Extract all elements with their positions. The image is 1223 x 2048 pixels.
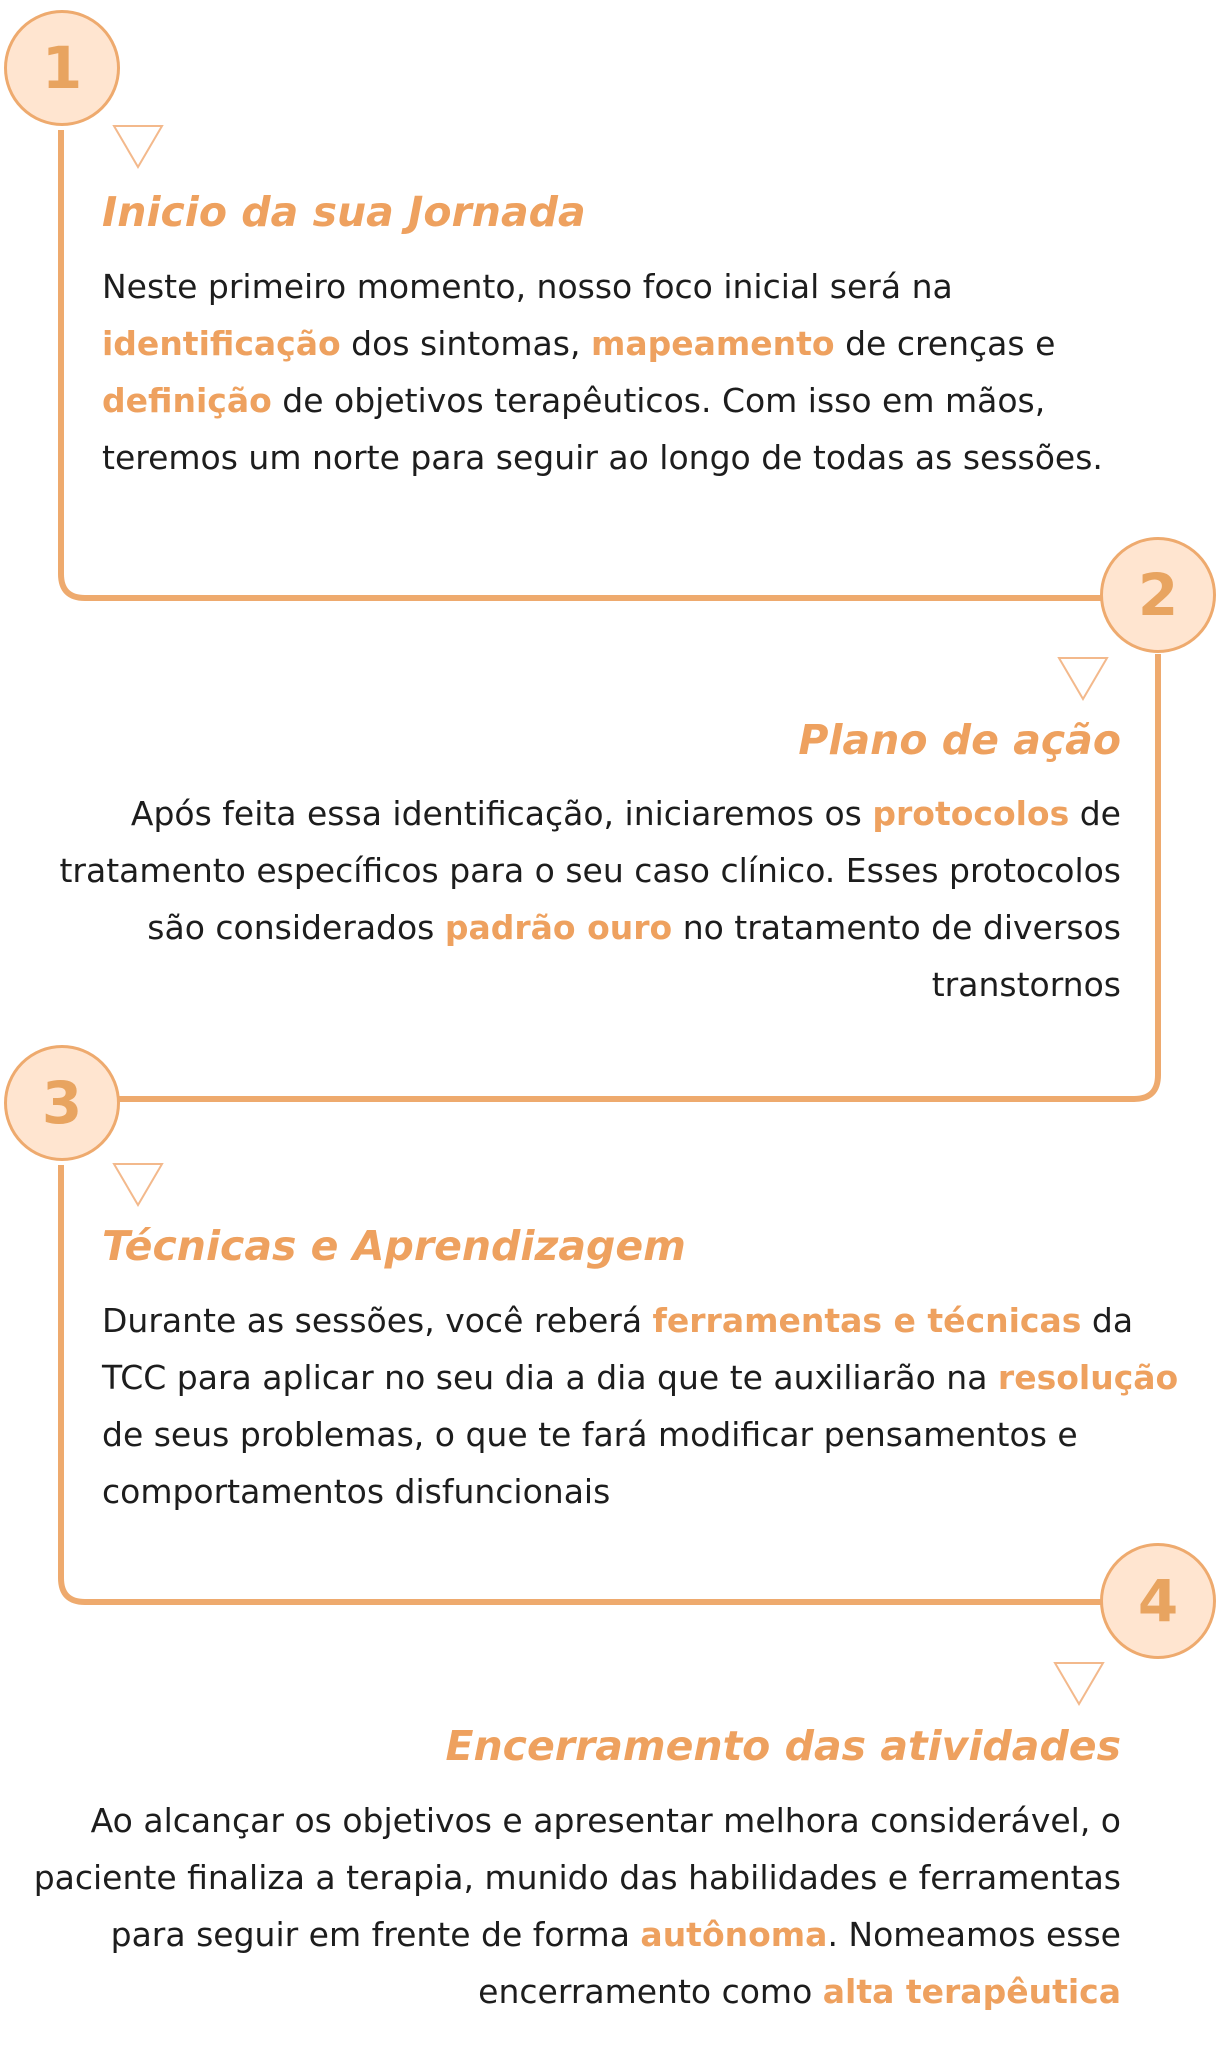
triangle-marker-icon [114, 1164, 162, 1205]
body-text-segment: de seus problemas, o que te fará modificar pensamentos e comportamentos disfuncionais [102, 1415, 1078, 1511]
step-title: Encerramento das atividades [445, 1722, 1121, 1770]
body-text-segment: no tratamento de diversos transtornos [672, 908, 1121, 1004]
highlighted-keyword: autônoma [640, 1915, 828, 1954]
highlighted-keyword: ferramentas e técnicas [652, 1301, 1082, 1340]
body-text-segment: de tratamento específicos para o seu caso clínico. Esses protocolos são considerados [59, 794, 1121, 947]
step-title: Plano de ação [798, 716, 1121, 764]
body-text-segment: de objetivos terapêuticos. Com isso em mãos, teremos um norte para seguir ao longo de todas as sessões. [102, 381, 1103, 477]
step-number-badge: 1 [4, 10, 120, 126]
body-text-segment: Neste primeiro momento, nosso foco inicial será na [102, 267, 953, 306]
step-number-badge: 4 [1100, 1543, 1216, 1659]
highlighted-keyword: definição [102, 381, 272, 420]
body-text-segment: . Nomeamos esse encerramento como [478, 1915, 1121, 2011]
triangle-marker-icon [1059, 658, 1107, 699]
highlighted-keyword: identificação [102, 324, 341, 363]
highlighted-keyword: protocolos [872, 794, 1070, 833]
step-description [102, 1292, 1187, 1520]
body-text-segment: Ao alcançar os objetivos e apresentar melhora considerável, o paciente finaliza a terapia, munido das habilidades e ferramentas para seguir em frente de forma [33, 1801, 1121, 1954]
triangle-marker-icon [114, 126, 162, 167]
body-text-segment: Após feita essa identificação, iniciaremos os [130, 794, 873, 833]
step-description [21, 1792, 1121, 2020]
body-text-segment: dos sintomas, [340, 324, 591, 363]
step-description [102, 258, 1182, 486]
body-text-segment: de crenças e [834, 324, 1056, 363]
step-title: Técnicas e Aprendizagem [102, 1222, 686, 1270]
step-title: Inicio da sua Jornada [102, 188, 586, 236]
highlighted-keyword: alta terapêutica [822, 1972, 1121, 2011]
highlighted-keyword: padrão ouro [444, 908, 673, 947]
highlighted-keyword: mapeamento [590, 324, 835, 363]
step-description [51, 785, 1121, 1013]
body-text-segment: Durante as sessões, você reberá [102, 1301, 653, 1340]
highlighted-keyword: resolução [997, 1358, 1179, 1397]
step-number-badge: 2 [1100, 537, 1216, 653]
step-number-badge: 3 [4, 1045, 120, 1161]
body-text-segment: da TCC para aplicar no seu dia a dia que te auxiliarão na [102, 1301, 1134, 1397]
triangle-marker-icon [1055, 1663, 1103, 1704]
